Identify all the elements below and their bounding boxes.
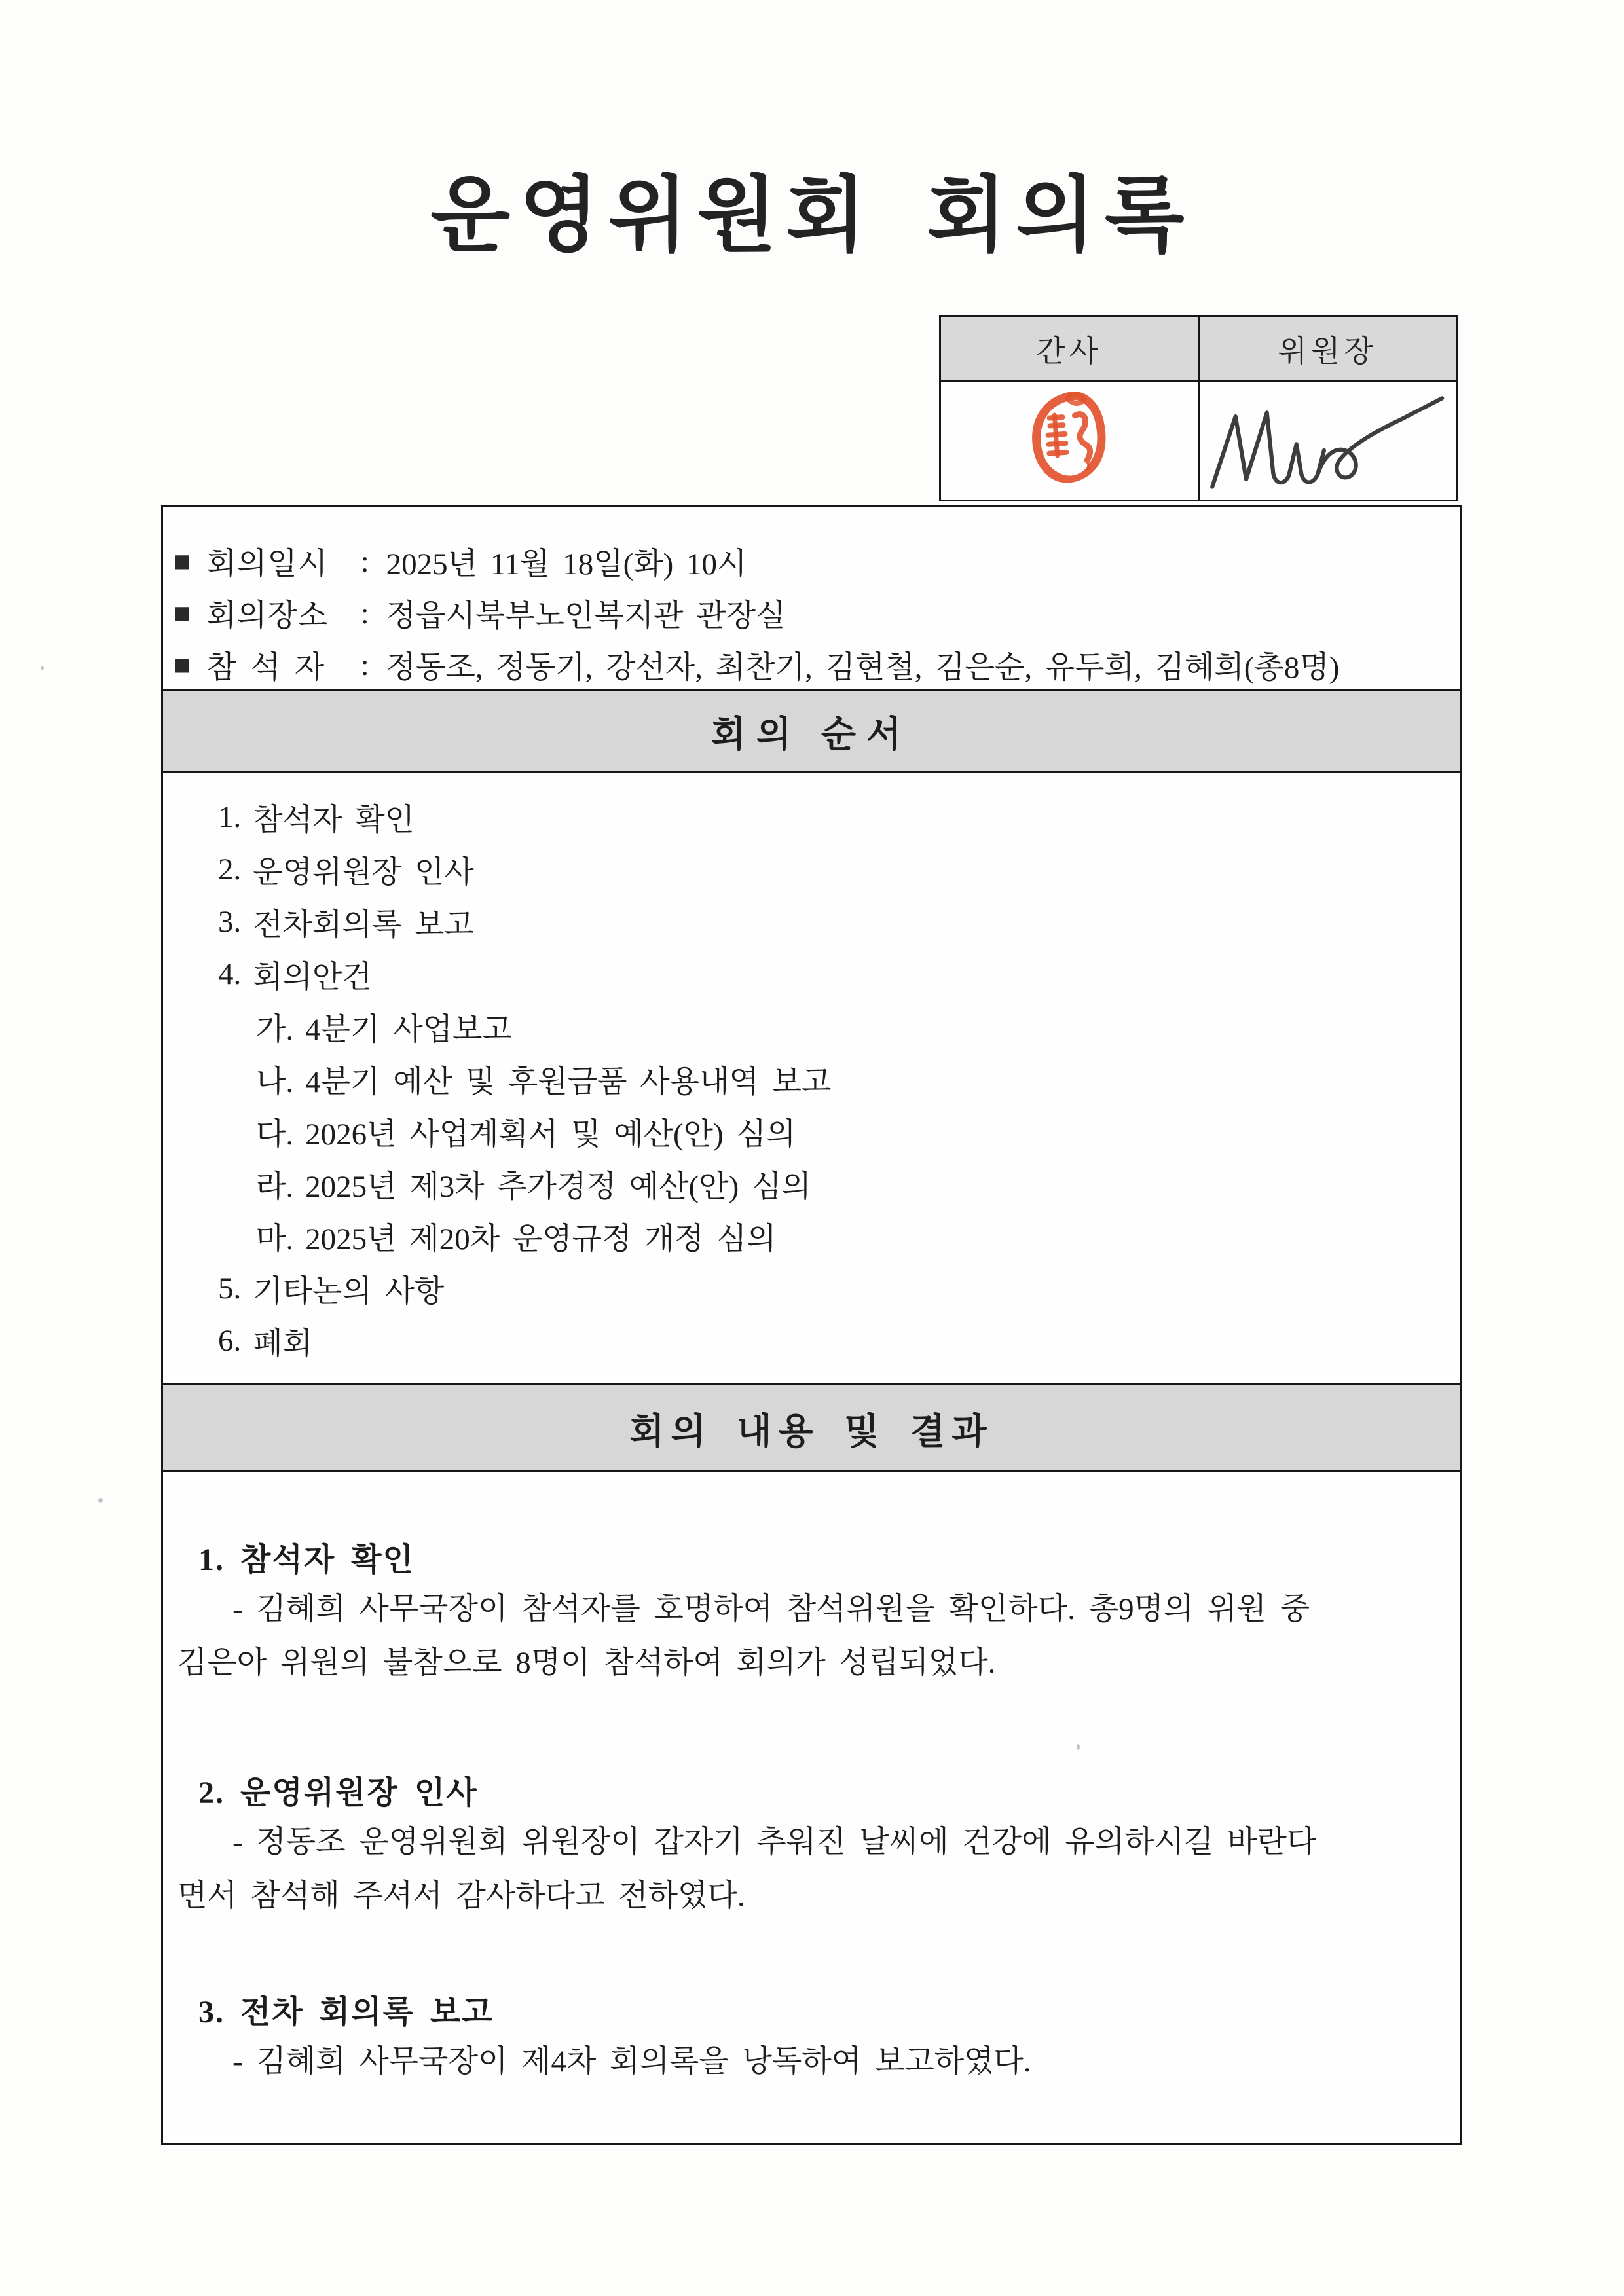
- agenda-subitem: [218, 1053, 1460, 1105]
- agenda-subitem: [218, 1105, 1460, 1157]
- agenda-subitem: [218, 1000, 1460, 1053]
- agenda-subitem-number: 가.: [256, 1012, 294, 1047]
- results-section-header: 회의 내용 및 결과: [163, 1383, 1460, 1472]
- attendees-value: 정동조, 정동기, 강선자, 최찬기, 김현철, 김은순, 유두희, 김혜희(총8명): [386, 651, 1340, 685]
- approval-signature-table: [939, 315, 1458, 501]
- minutes-paragraph-line: - 김혜희 사무국장이 제4차 회의록을 낭독하여 보고하였다.: [232, 2045, 1031, 2079]
- meeting-datetime-value: 2025년 11월 18일(화) 10시: [386, 547, 747, 581]
- minutes-paragraph-line: - 정동조 운영위원회 위원장이 갑자기 추워진 날씨에 건강에 유의하시길 바란다: [232, 1825, 1317, 1859]
- agenda-item-text: 회의안건: [253, 960, 372, 994]
- document-title: 운영위원회 회의록: [430, 171, 1194, 262]
- minutes-body-box: [161, 505, 1462, 2145]
- agenda-item-number: 6.: [218, 1324, 242, 1358]
- minutes-paragraph-line: - 김혜희 사무국장이 참석자를 호명하여 참석위원을 확인하다. 총9명의 위원 중: [232, 1592, 1310, 1626]
- attendees-line: [174, 639, 1440, 691]
- secretary-seal-cell: [940, 382, 1199, 501]
- agenda-subitem-text: 4분기 사업보고: [305, 1012, 512, 1047]
- scan-speck: [41, 666, 44, 670]
- meeting-info-section: [163, 507, 1460, 689]
- approval-column-chairman: 위원장: [1198, 316, 1457, 382]
- approval-column-secretary: 간사: [940, 316, 1199, 382]
- agenda-item-number: 2.: [218, 852, 242, 886]
- agenda-item-number: 4.: [218, 957, 242, 991]
- agenda-subitem-number: 나.: [256, 1065, 294, 1099]
- agenda-subitem: [218, 1210, 1460, 1262]
- agenda-item-text: 전차회의록 보고: [253, 907, 474, 942]
- agenda-item-text: 운영위원장 인사: [253, 855, 474, 890]
- minutes-content: [163, 1530, 1460, 2088]
- agenda-item: [218, 843, 1460, 896]
- agenda-subitem-number: 마.: [256, 1222, 294, 1256]
- agenda-subitem-text: 2025년 제20차 운영규정 개정 심의: [305, 1222, 777, 1256]
- scan-speck: [1077, 1744, 1080, 1750]
- square-bullet-icon: ■: [174, 648, 191, 681]
- minutes-section-heading: 2. 운영위원장 인사: [198, 1775, 478, 1810]
- minutes-paragraph-line: 김은아 위원의 불참으로 8명이 참석하여 회의가 성립되었다.: [177, 1646, 996, 1680]
- attendees-label: 참 석 자: [206, 651, 325, 685]
- meeting-place-label: 회의장소: [206, 599, 329, 633]
- agenda-item-number: 5.: [218, 1271, 242, 1305]
- agenda-subitem-text: 2026년 사업계획서 및 예산(안) 심의: [305, 1117, 796, 1152]
- label-separator: :: [360, 647, 369, 682]
- minutes-section-heading: 3. 전차 회의록 보고: [198, 1994, 494, 2030]
- agenda-item-text: 기타논의 사항: [253, 1274, 445, 1309]
- agenda-item-text: 참석자 확인: [253, 803, 415, 837]
- label-separator: :: [360, 544, 369, 579]
- meeting-place-value: 정읍시북부노인복지관 관장실: [386, 599, 786, 633]
- agenda-subitem-text: 2025년 제3차 추가경정 예산(안) 심의: [305, 1169, 811, 1204]
- agenda-item: [218, 948, 1460, 1000]
- meeting-datetime-label: 회의일시: [206, 547, 329, 581]
- agenda-subitem-number: 다.: [256, 1117, 294, 1152]
- agenda-item-number: 3.: [218, 905, 242, 939]
- square-bullet-icon: ■: [174, 545, 191, 577]
- red-seal-stamp-icon: [1026, 387, 1113, 491]
- meeting-place-line: [174, 587, 1440, 639]
- agenda-item-text: 폐회: [253, 1326, 313, 1361]
- meeting-datetime-line: [174, 536, 1440, 587]
- agenda-subitem-number: 라.: [256, 1169, 294, 1204]
- label-separator: :: [360, 596, 369, 630]
- agenda-subitem-text: 4분기 예산 및 후원금품 사용내역 보고: [305, 1065, 832, 1099]
- agenda-item: [218, 1315, 1460, 1367]
- minutes-section-heading: 1. 참석자 확인: [198, 1542, 415, 1577]
- agenda-item-number: 1.: [218, 800, 242, 834]
- agenda-section-header: 회의 순서: [163, 689, 1460, 773]
- agenda-item: [218, 896, 1460, 948]
- scan-speck: [98, 1498, 103, 1503]
- chairman-signature-cell: [1198, 382, 1457, 501]
- agenda-item: [218, 791, 1460, 843]
- agenda-item: [218, 1262, 1460, 1315]
- minutes-paragraph-line: 면서 참석해 주셔서 감사하다고 전하였다.: [177, 1879, 745, 1913]
- handwritten-signature: [1201, 385, 1452, 498]
- square-bullet-icon: ■: [174, 596, 191, 629]
- agenda-list: [163, 773, 1460, 1383]
- agenda-subitem: [218, 1157, 1460, 1210]
